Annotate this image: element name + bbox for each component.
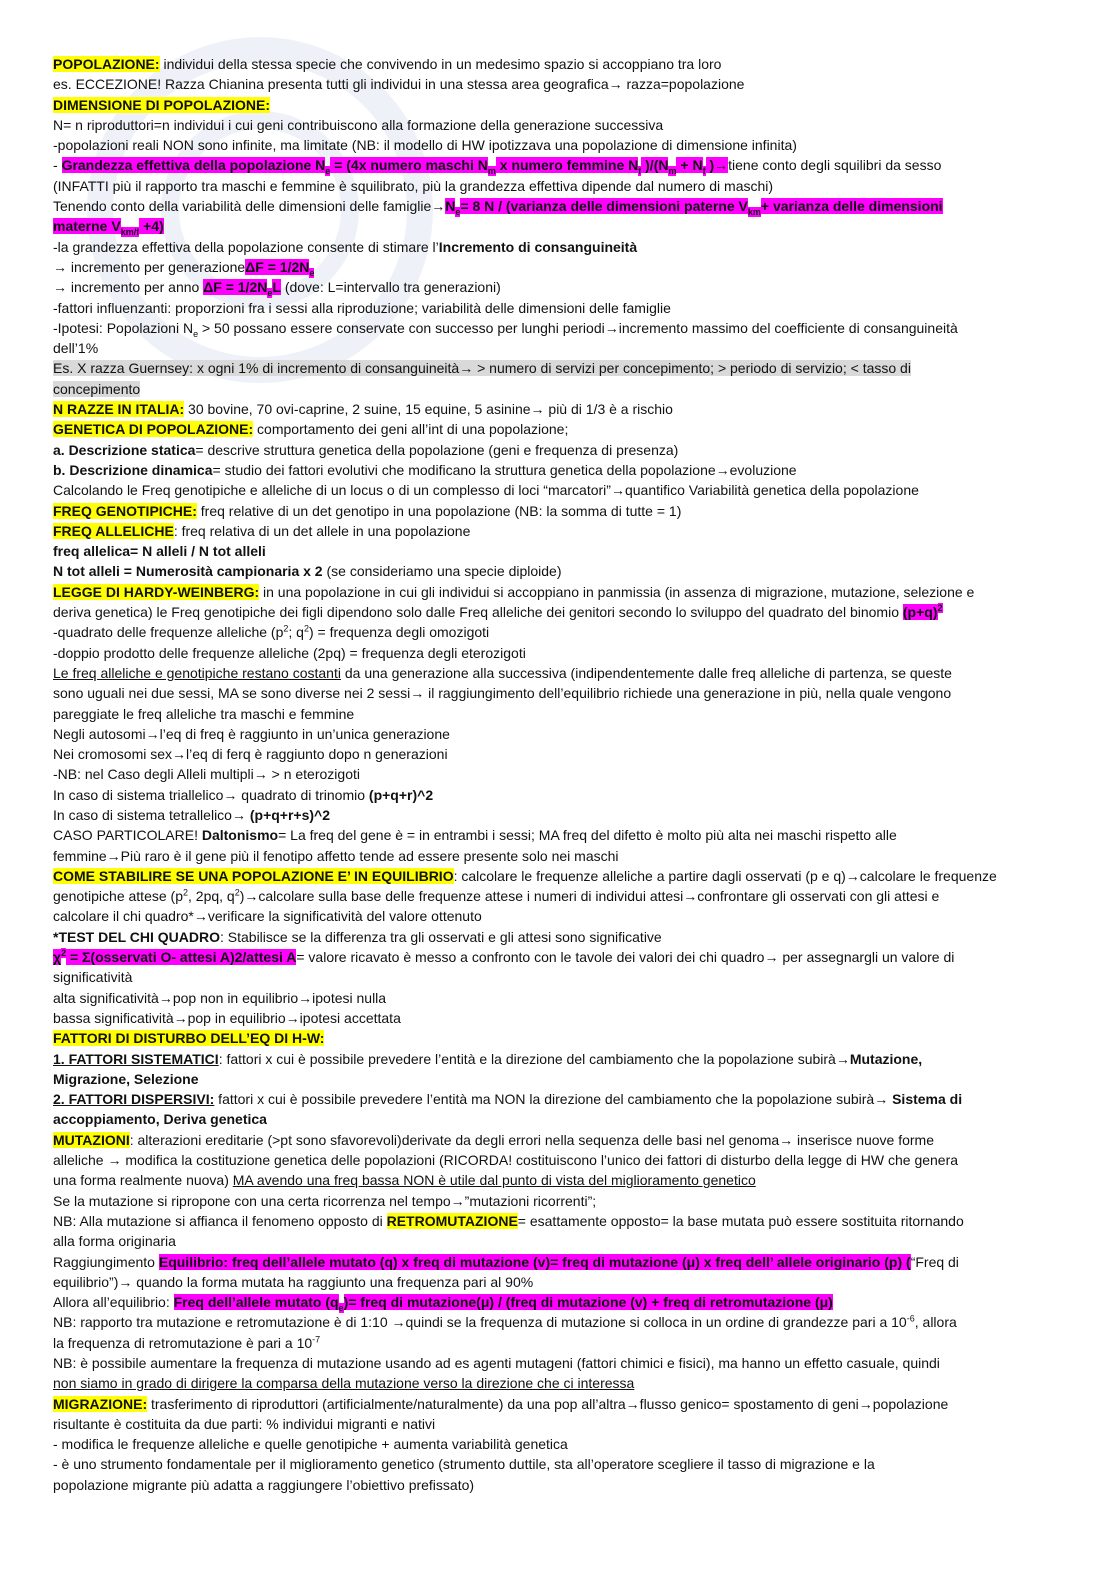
text-segment: Incremento di consanguineità xyxy=(438,238,638,255)
text-line xyxy=(53,1454,1063,1474)
text-segment: comportamento dei geni all’int di una popolazione; xyxy=(253,421,569,438)
text-segment: FREQ ALLELICHE xyxy=(53,522,174,539)
text-segment: - modifica le frequenze alleliche e quelle genotipiche + aumenta variabilità genetica xyxy=(53,1436,568,1453)
text-segment: MUTAZIONI xyxy=(53,1131,130,1148)
text-line xyxy=(53,1414,1063,1434)
text-segment: -NB: nel Caso degli Alleli multipli→ > n eterozigoti xyxy=(53,766,360,783)
text-segment: χ xyxy=(53,949,62,966)
text-segment: sono uguali nei due sessi, MA se sono diverse nei 2 sessi→ il raggiungimento dell’equilibrio richiede una generazione in più, nella quale vengono xyxy=(53,685,952,702)
text-line xyxy=(53,95,1063,115)
text-line xyxy=(53,196,1063,216)
text-line xyxy=(53,1130,1063,1150)
text-segment: + varianza delle dimensioni xyxy=(760,198,943,215)
text-line xyxy=(53,947,1063,967)
text-segment: (p+q+r+s)^2 xyxy=(249,806,331,823)
text-segment: - è uno strumento fondamentale per il miglioramento genetico (strumento duttile, sta all’operatore scegliere il tasso di migrazione e la xyxy=(53,1456,875,1473)
text-segment: a. Descrizione statica xyxy=(53,441,196,458)
text-segment: ; q xyxy=(288,624,304,641)
text-line xyxy=(53,318,1063,338)
text-line xyxy=(53,683,1063,703)
text-segment: individui della stessa specie che convivendo in un medesimo spazio si accoppiano tra loro xyxy=(159,56,722,72)
text-segment: e xyxy=(325,166,331,177)
text-segment: = valore ricavato è messo a confronto con le tavole dei valori dei chi quadro→ per assegnargli un valore di xyxy=(296,949,955,966)
text-segment: risultante è costituita da due parti: % individui migranti e nativi xyxy=(53,1415,436,1432)
text-line xyxy=(53,74,1063,94)
text-segment: = La freq del gene è = in entrambi i sessi; MA freq del difetto è molto più alta nei maschi rispetto alle xyxy=(278,827,897,844)
text-line xyxy=(53,298,1063,318)
text-segment: Nei cromosomi sex→l’eq di ferq è raggiunto dopo n generazioni xyxy=(53,746,448,763)
text-segment: b. Descrizione dinamica xyxy=(53,461,213,478)
text-line xyxy=(53,724,1063,744)
text-line xyxy=(53,1211,1063,1231)
text-line xyxy=(53,1292,1063,1312)
text-segment: = Σ(osservati O- attesi A)2/attesi A xyxy=(66,949,297,966)
text-segment: fattori x cui è possibile prevedere l’entità ma NON la direzione del cambiamento che la popolazione subirà→ xyxy=(214,1091,893,1108)
text-segment: 2 xyxy=(182,887,188,898)
text-segment: COME STABILIRE SE UNA POPOLAZIONE E’ IN EQUILIBRIO xyxy=(53,867,454,884)
text-line xyxy=(53,988,1063,1008)
text-segment: es. ECCEZIONE! Razza Chianina presenta tutti gli individui in una stessa area geografica→ razza=popolazione xyxy=(53,76,745,93)
text-segment: = (4x numero maschi N xyxy=(330,157,488,174)
text-segment: deriva genetica) le Freq genotipiche dei figli dipendono solo dalle Freq alleliche dei genitori secondo lo sviluppo del quadrato del binomio xyxy=(53,604,903,621)
text-line xyxy=(53,277,1063,297)
text-segment: -doppio prodotto delle frequenze alleliche (2pq) = frequenza degli eterozigoti xyxy=(53,644,526,661)
text-line xyxy=(53,155,1063,175)
text-segment: bassa significatività→pop in equilibrio→ipotesi accettata xyxy=(53,1009,401,1026)
text-segment: N xyxy=(445,198,456,215)
text-segment: “Freq di xyxy=(910,1253,959,1270)
text-line xyxy=(53,541,1063,561)
text-segment: CASO PARTICOLARE! xyxy=(53,827,202,844)
text-segment: Grandezza effettiva della popolazione N xyxy=(61,157,326,174)
text-segment: +4) xyxy=(139,218,164,235)
text-segment: FATTORI DI DISTURBO DELL’EQ DI H-W: xyxy=(53,1030,325,1047)
text-segment: freq allelica= N alleli / N tot alleli xyxy=(53,543,266,560)
text-segment: LEGGE DI HARDY-WEINBERG: xyxy=(53,583,260,600)
text-segment: alla forma originaria xyxy=(53,1233,176,1250)
text-line xyxy=(53,115,1063,135)
text-segment: dell’1% xyxy=(53,340,99,357)
text-segment: 2 xyxy=(937,603,943,614)
text-segment: m xyxy=(487,166,496,177)
text-line xyxy=(53,764,1063,784)
text-segment: : freq relativa di un det allele in una popolazione xyxy=(173,522,471,539)
text-segment: Freq dell’allele mutato (q xyxy=(173,1294,339,1311)
text-line xyxy=(53,216,1063,236)
text-line xyxy=(53,338,1063,358)
text-line xyxy=(53,1373,1063,1393)
text-segment: materne V xyxy=(53,218,121,235)
text-segment: )→calcolare sulla base delle frequenze attese i numeri di individui attesi→confrontare gli osservati con gli attesi e xyxy=(239,888,940,905)
text-segment: RETROMUTAZIONE xyxy=(386,1212,518,1229)
text-segment: > 50 possano essere conservate con successo per lunghi periodi→incremento massimo del coefficiente di consanguineità xyxy=(198,319,958,336)
text-segment: concepimento xyxy=(53,380,141,397)
text-segment: (p+q+r)^2 xyxy=(368,786,434,803)
text-line xyxy=(53,1252,1063,1272)
text-segment: = esattamente opposto= la base mutata può essere sostituita ritornando xyxy=(517,1212,964,1229)
text-segment: alleliche → modifica la costituzione genetica delle popolazioni (RICORDA! costituiscono l’unico dei fattori di disturbo della legge di HW che genera xyxy=(53,1152,959,1169)
text-line xyxy=(53,785,1063,805)
text-segment: : calcolare le frequenze alleliche a partire dagli osservati (p e q)→calcolare le frequenze xyxy=(453,867,997,884)
text-line xyxy=(53,1353,1063,1373)
text-line xyxy=(53,1028,1063,1048)
text-segment: non siamo in grado di dirigere la comparsa della mutazione verso la direzione che ci interessa xyxy=(53,1375,635,1392)
text-segment: )→ xyxy=(705,157,729,174)
text-line xyxy=(53,419,1063,439)
text-line xyxy=(53,886,1063,906)
text-line xyxy=(53,135,1063,155)
text-segment: )/(N xyxy=(641,157,669,174)
text-line xyxy=(53,1475,1063,1495)
text-line xyxy=(53,1008,1063,1028)
text-segment: (p+q) xyxy=(902,604,938,621)
text-segment: e xyxy=(309,267,315,278)
text-segment: : Stabilisce se la differenza tra gli osservati e gli attesi sono significative xyxy=(219,928,662,945)
text-segment: f xyxy=(702,166,706,177)
text-segment: 2 xyxy=(234,887,240,898)
text-segment: calcolare il chi quadro*→verificare la significatività del valore ottenuto xyxy=(53,908,482,925)
text-segment: km xyxy=(747,206,761,217)
text-segment: alta significatività→pop non in equilibrio→ipotesi nulla xyxy=(53,989,387,1006)
text-segment: -popolazioni reali NON sono infinite, ma limitate (NB: il modello di HW ipotizzava una popolazione di dimensione infinita) xyxy=(53,137,797,154)
text-segment: DIMENSIONE DI POPOLAZIONE: xyxy=(53,96,271,113)
text-segment: Negli autosomi→l’eq di freq è raggiunto in un’unica generazione xyxy=(53,725,450,742)
text-segment: Es. X razza Guernsey: x ogni 1% di incremento di consanguineità→ > numero di servizi per concepimento; > periodo di servizio; < tasso di xyxy=(53,360,911,377)
text-line xyxy=(53,54,1063,74)
text-segment: e xyxy=(338,1302,344,1313)
text-segment: NB: è possibile aumentare la frequenza di mutazione usando ad es agenti mutageni (fattori chimici e fisici), ma hanno un effetto casuale, quindi xyxy=(53,1355,940,1371)
text-line xyxy=(53,440,1063,460)
text-segment: Se la mutazione si ripropone con una certa ricorrenza nel tempo→”mutazioni ricorrenti”; xyxy=(53,1192,597,1209)
text-segment: ΔF = 1/2N xyxy=(203,279,268,296)
text-segment: Raggiungimento xyxy=(53,1253,159,1270)
text-segment: -7 xyxy=(312,1334,321,1345)
text-segment: 2 xyxy=(303,623,309,634)
text-line xyxy=(53,237,1063,257)
text-segment: MA avendo una freq bassa NON è utile dal punto di vista del miglioramento genetico xyxy=(232,1172,756,1189)
text-segment: femmine→Più raro è il gene più il fenotipo affetto tende ad essere presente solo nei maschi xyxy=(53,847,619,864)
text-segment: = studio dei fattori evolutivi che modificano la struttura genetica della popolazione→evoluzione xyxy=(212,461,797,478)
text-segment: : alterazioni ereditarie (>pt sono sfavorevoli)derivate da degli errori nella sequenza delle basi nel genoma→ inserisce nuove forme xyxy=(129,1131,935,1148)
text-segment: MIGRAZIONE: xyxy=(53,1395,148,1412)
text-line xyxy=(53,1434,1063,1454)
text-segment: : fattori x cui è possibile prevedere l’entità e la direzione del cambiamento che la popolazione subirà→ xyxy=(218,1050,850,1067)
text-segment: N= n riproduttori=n individui i cui geni contribuiscono alla formazione della generazione successiva xyxy=(53,116,664,133)
text-segment: -quadrato delle frequenze alleliche (p xyxy=(53,624,284,641)
text-line xyxy=(53,1394,1063,1414)
text-line xyxy=(53,1069,1063,1089)
text-line xyxy=(53,846,1063,866)
text-segment: NB: Alla mutazione si affianca il fenomeno opposto di xyxy=(53,1212,387,1229)
text-line xyxy=(53,501,1063,521)
text-segment: ) = frequenza degli omozigoti xyxy=(308,624,490,641)
text-segment: )= freq di mutazione(μ) / (freq di mutazione (v) + freq di retromutazione (μ) xyxy=(343,1294,833,1311)
text-line xyxy=(53,805,1063,825)
text-segment: 30 bovine, 70 ovi-caprine, 2 suine, 15 equine, 5 asinine→ più di 1/3 è a rischio xyxy=(184,401,673,418)
text-line xyxy=(53,602,1063,622)
text-segment: = 8 N / (varianza delle dimensioni paterne V xyxy=(460,198,748,215)
text-segment: , allora xyxy=(914,1314,957,1331)
text-segment: NB: rapporto tra mutazione e retromutazione è di 1:10 →quindi se la frequenza di mutazione si colloca in un ordine di grandezze pari a 10 xyxy=(53,1314,907,1331)
text-line xyxy=(53,1049,1063,1069)
text-line xyxy=(53,622,1063,642)
text-segment: 1. FATTORI SISTEMATICI xyxy=(53,1050,219,1067)
text-segment: Mutazione, xyxy=(849,1050,923,1067)
text-line xyxy=(53,358,1063,378)
text-segment: (INFATTI più il rapporto tra maschi e femmine è squilibrato, più la grandezza effettiva dipende dal numero di maschi) xyxy=(53,177,774,194)
text-line xyxy=(53,480,1063,500)
text-line xyxy=(53,927,1063,947)
text-line xyxy=(53,825,1063,845)
text-segment: Allora all’equilibrio: xyxy=(53,1294,174,1311)
text-segment: FREQ GENOTIPICHE: xyxy=(53,502,197,519)
text-line xyxy=(53,460,1063,480)
text-segment: -la grandezza effettiva della popolazione consente di stimare l’ xyxy=(53,238,439,255)
text-segment: x numero femmine N xyxy=(495,157,639,174)
text-segment: Sistema di xyxy=(892,1091,963,1108)
text-segment: → incremento per anno xyxy=(53,279,204,296)
text-segment: 2 xyxy=(61,948,67,959)
text-segment: L xyxy=(272,279,281,296)
text-segment: m xyxy=(668,166,677,177)
text-segment: , 2pq, q xyxy=(188,888,235,905)
text-line xyxy=(53,663,1063,683)
text-segment: N tot alleli = Numerosità campionaria x 2 xyxy=(53,563,323,580)
text-segment: f xyxy=(638,166,642,177)
text-segment: = descrive struttura genetica della popolazione (geni e frequenza di presenza) xyxy=(195,441,679,458)
text-line xyxy=(53,744,1063,764)
text-line xyxy=(53,1231,1063,1251)
text-segment: la frequenza di retromutazione è pari a 10 xyxy=(53,1334,313,1351)
text-line xyxy=(53,1170,1063,1190)
text-segment: 2 xyxy=(283,623,289,634)
text-line xyxy=(53,257,1063,277)
text-segment: 2. FATTORI DISPERSIVI: xyxy=(53,1091,215,1108)
text-segment: equilibrio”)→ quando la forma mutata ha raggiunto una frequenza pari al 90% xyxy=(53,1273,534,1290)
text-line xyxy=(53,1191,1063,1211)
text-segment: -Ipotesi: Popolazioni N xyxy=(53,319,194,336)
text-segment: km/f xyxy=(120,227,140,238)
text-segment: tiene conto degli squilibri da sesso xyxy=(728,157,942,174)
text-segment: accoppiamento, Deriva genetica xyxy=(53,1111,267,1128)
text-line xyxy=(53,399,1063,419)
text-line xyxy=(53,906,1063,926)
text-segment: (se consideriamo una specie diploide) xyxy=(322,563,562,580)
text-segment: genotipiche attese (p xyxy=(53,888,183,905)
text-segment: In caso di sistema triallelico→ quadrato di trinomio xyxy=(53,786,369,803)
text-line xyxy=(53,1333,1063,1353)
text-segment: significatività xyxy=(53,969,133,986)
text-segment: In caso di sistema tetrallelico→ xyxy=(53,806,250,823)
text-line xyxy=(53,1089,1063,1109)
text-segment: Tenendo conto della variabilità delle dimensioni delle famiglie→ xyxy=(53,198,446,215)
text-segment: una forma realmente nuova) xyxy=(53,1172,233,1189)
text-segment: Migrazione, Selezione xyxy=(53,1070,199,1087)
text-line xyxy=(53,643,1063,663)
text-segment: popolazione migrante più adatta a raggiungere l’obiettivo prefissato) xyxy=(53,1476,475,1493)
text-segment: Equilibrio: freq dell’allele mutato (q) x freq di mutazione (v)= freq di mutazione (μ) x freq dell’ allele originario (p) ( xyxy=(158,1253,911,1270)
text-segment: GENETICA DI POPOLAZIONE: xyxy=(53,421,254,438)
text-segment: + N xyxy=(676,157,703,174)
text-segment: POPOLAZIONE: xyxy=(53,56,160,72)
text-segment: ΔF = 1/2N xyxy=(245,258,310,275)
text-segment: e xyxy=(455,206,461,217)
text-segment: - xyxy=(53,157,62,174)
text-segment: freq relative di un det genotipo in una popolazione (NB: la somma di tutte = 1) xyxy=(196,502,682,519)
text-segment: in una popolazione in cui gli individui si accoppiano in panmissia (in assenza di migrazione, mutazione, selezione e xyxy=(259,583,975,600)
text-segment: -6 xyxy=(906,1313,915,1324)
text-line xyxy=(53,1150,1063,1170)
text-line xyxy=(53,1312,1063,1332)
text-segment: pareggiate le freq alleliche tra maschi e femmine xyxy=(53,705,355,722)
text-segment: da una generazione alla successiva (indipendentemente dalle freq alleliche di partenza, se queste xyxy=(340,664,952,681)
text-line xyxy=(53,521,1063,541)
text-segment: Le freq alleliche e genotipiche restano costanti xyxy=(53,664,341,681)
text-segment: e xyxy=(267,288,273,299)
text-line xyxy=(53,1272,1063,1292)
text-segment: Calcolando le Freq genotipiche e alleliche di un locus o di un complesso di loci “marcatori”→quantifico Variabilità genetica della popolazione xyxy=(53,482,919,499)
text-segment: *TEST DEL CHI QUADRO xyxy=(53,928,220,945)
text-segment: e xyxy=(193,328,199,339)
text-segment: -fattori influenzanti: proporzioni fra i sessi alla riproduzione; variabilità delle dimensioni delle famiglie xyxy=(53,299,671,316)
text-line xyxy=(53,967,1063,987)
text-line xyxy=(53,561,1063,581)
text-segment: trasferimento di riproduttori (artificialmente/naturalmente) da una pop all’altra→flusso genico= spostamento di geni→popolazione xyxy=(147,1395,949,1412)
text-line xyxy=(53,379,1063,399)
text-line xyxy=(53,582,1063,602)
text-line xyxy=(53,866,1063,886)
text-line xyxy=(53,1109,1063,1129)
text-segment: → incremento per generazione xyxy=(53,258,246,275)
text-segment: N RAZZE IN ITALIA: xyxy=(53,401,185,418)
document-body xyxy=(53,54,1063,1495)
text-line xyxy=(53,704,1063,724)
text-segment: Daltonismo xyxy=(201,827,279,844)
text-line xyxy=(53,176,1063,196)
text-segment: (dove: L=intervallo tra generazioni) xyxy=(280,279,501,296)
